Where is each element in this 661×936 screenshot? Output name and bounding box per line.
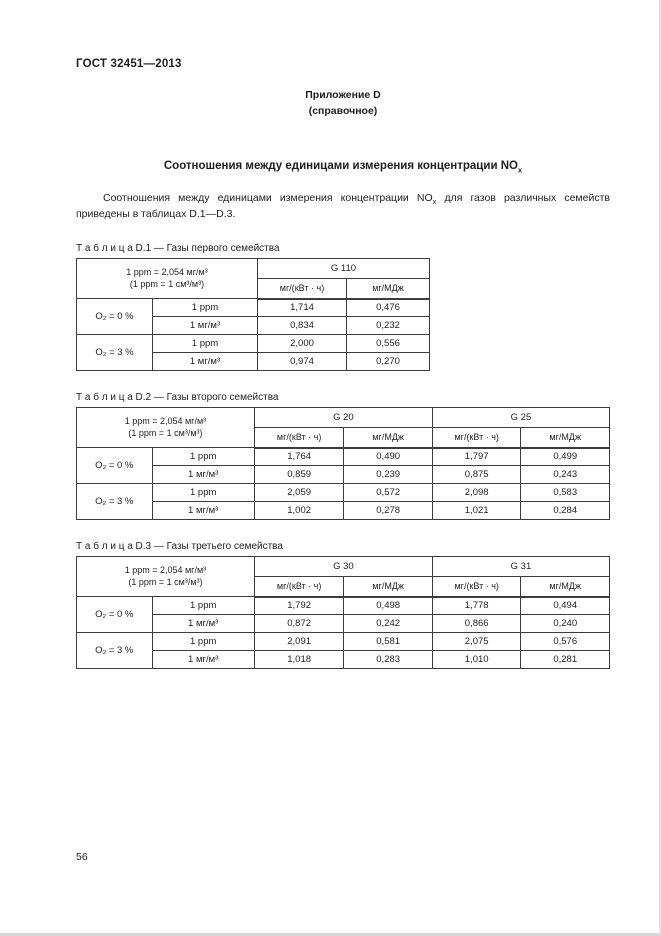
appendix-heading [76,88,610,120]
value-cell: 1,002 [254,502,344,520]
table-d2-caption: Т а б л и ц а D.2 — Газы второго семейства [76,392,279,404]
value-cell: 0,581 [344,633,433,651]
table-d3-caption: Т а б л и ц а D.3 — Газы третьего семейства [76,541,283,553]
value-cell: 0,576 [521,633,610,651]
value-cell: 1,792 [254,597,344,615]
value-cell: 0,242 [344,615,433,633]
unit-cell: 1 мг/м³ [153,353,258,371]
unit-header: мг/(кВт · ч) [254,577,344,597]
unit-header: мг/МДж [344,428,433,448]
value-cell: 0,494 [521,597,610,615]
o2-cell: O₂ = 3 % [77,335,153,371]
value-cell: 2,075 [432,633,521,651]
value-cell: 0,974 [258,353,347,371]
value-cell: 2,000 [258,335,347,353]
page-title-text: Соотношения между единицами измерения концентрации NO [163,159,518,172]
intro-paragraph [76,191,610,222]
value-cell: 0,556 [347,335,430,353]
value-cell: 1,797 [432,448,521,466]
table-d2 [76,407,610,520]
unit-cell: 1 ppm [153,335,258,353]
unit-header: мг/(кВт · ч) [254,428,344,448]
unit-cell: 1 ppm [152,633,254,651]
value-cell: 0,498 [344,597,433,615]
gas-group-header: G 20 [254,408,432,428]
conversion-line-1: 1 ppm = 2,054 мг/м³ [124,416,207,427]
value-cell: 0,572 [344,484,433,502]
appendix-type: (справочное) [308,104,378,117]
unit-cell: 1 мг/м³ [152,466,254,484]
value-cell: 1,714 [258,299,347,317]
unit-cell: 1 ppm [152,448,254,466]
unit-header: мг/МДж [347,279,430,299]
value-cell: 0,278 [344,502,433,520]
value-cell: 1,021 [432,502,521,520]
page-title [76,160,610,174]
unit-cell: 1 мг/м³ [152,502,254,520]
o2-cell: O₂ = 3 % [77,633,153,669]
unit-header: мг/(кВт · ч) [432,428,521,448]
value-cell: 0,283 [344,651,433,669]
conversion-line-1: 1 ppm = 2,054 мг/м³ [126,267,208,278]
value-cell: 0,239 [344,466,433,484]
page-title-subscript: x [517,164,523,174]
value-cell: 0,834 [258,317,347,335]
value-cell: 1,018 [254,651,344,669]
value-cell: 0,232 [347,317,430,335]
value-cell: 0,583 [521,484,610,502]
value-cell: 2,091 [254,633,344,651]
value-cell: 1,764 [254,448,344,466]
value-cell: 0,859 [254,466,344,484]
value-cell: 0,875 [432,466,521,484]
conversion-cell [77,557,255,597]
unit-cell: 1 ppm [153,299,258,317]
value-cell: 0,243 [521,466,610,484]
value-cell: 0,490 [344,448,433,466]
unit-header: мг/(кВт · ч) [432,577,521,597]
gas-group-header: G 31 [432,557,609,577]
unit-cell: 1 мг/м³ [152,651,254,669]
value-cell: 0,270 [347,353,430,371]
unit-header: мг/МДж [344,577,433,597]
table-d1-caption: Т а б л и ц а D.1 — Газы первого семейства [76,243,280,255]
unit-cell: 1 ppm [152,597,254,615]
value-cell: 1,778 [432,597,521,615]
value-cell: 1,010 [432,651,521,669]
gas-group-header: G 30 [254,557,432,577]
intro-subscript: x [432,196,437,206]
value-cell: 0,872 [254,615,344,633]
value-cell: 2,098 [432,484,521,502]
value-cell: 0,240 [521,615,610,633]
page-number: 56 [76,851,88,863]
table-d3 [76,556,610,669]
gas-group-header: G 110 [258,259,430,279]
unit-header: мг/МДж [521,577,610,597]
o2-cell: O₂ = 0 % [77,448,153,484]
conversion-cell [77,259,258,299]
o2-cell: O₂ = 0 % [77,299,153,335]
conversion-line-2: (1 ppm = 1 см³/м³) [128,427,203,438]
o2-cell: O₂ = 3 % [77,484,153,520]
intro-text-start: Соотношения между единицами измерения концентрации NO [103,191,433,204]
value-cell: 0,476 [347,299,430,317]
gas-group-header: G 25 [432,408,609,428]
value-cell: 0,499 [521,448,610,466]
o2-cell: O₂ = 0 % [77,597,153,633]
doc-number: ГОСТ 32451—2013 [76,58,182,70]
value-cell: 0,284 [521,502,610,520]
unit-header: мг/МДж [521,428,610,448]
value-cell: 2,059 [254,484,344,502]
value-cell: 0,866 [432,615,521,633]
conversion-line-2: (1 ppm = 1 см³/м³) [129,278,205,289]
value-cell: 0,281 [521,651,610,669]
unit-cell: 1 мг/м³ [153,317,258,335]
table-d1 [76,258,430,371]
conversion-line-1: 1 ppm = 2,054 мг/м³ [124,565,207,576]
unit-cell: 1 ppm [152,484,254,502]
unit-cell: 1 мг/м³ [152,615,254,633]
conversion-line-2: (1 ppm = 1 см³/м³) [128,576,203,587]
conversion-cell [77,408,255,448]
appendix-label: Приложение D [305,89,381,101]
intro-text-end: для газов различных семейств приведены в таблицах D.1—D.3. [76,191,610,221]
unit-header: мг/(кВт · ч) [258,279,347,299]
